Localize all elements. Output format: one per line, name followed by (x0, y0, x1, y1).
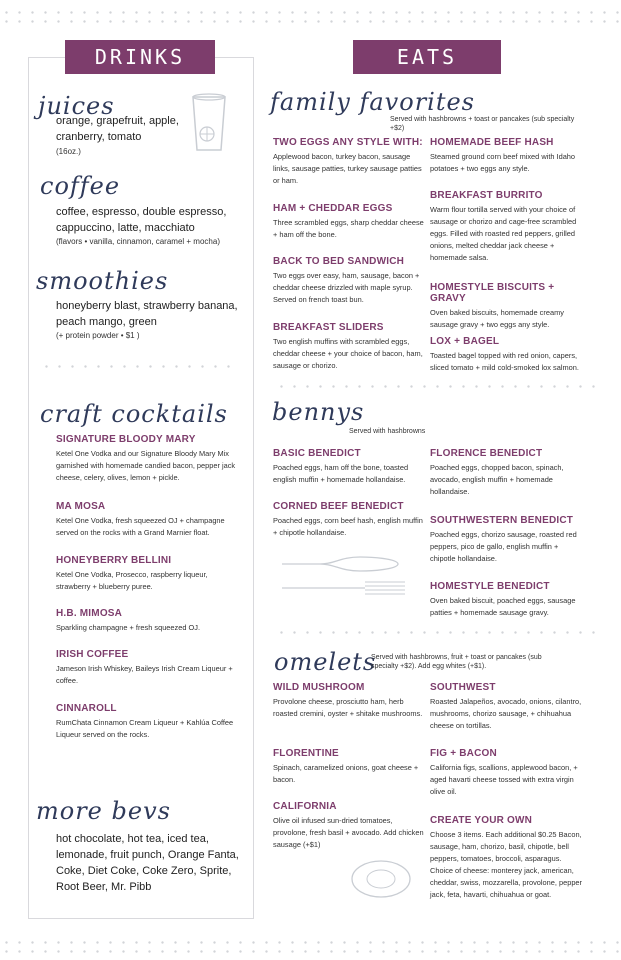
menu-item: BREAKFAST SLIDERS Two english muffins with scrambled eggs, cheddar cheese + your choice of bacon, ham, sausage or chorizo. (273, 322, 423, 370)
menu-item: H.B. MIMOSA Sparkling champagne + fresh squeezed OJ. (56, 608, 200, 632)
fork-spoon-icon (280, 552, 410, 602)
menu-item: CREATE YOUR OWN Choose 3 items. Each additional $0.25 Bacon, sausage, ham, chorizo, basil, chipotle, bell peppers, tomatoes, broccoli, asparagus. Choice of cheese: monterey jack, american, cheddar, swiss, mozzarella, provolone, pepper jack, feta, havarti, chihuahua or goat. (430, 815, 582, 899)
family-favorites-note: Served with hashbrowns + toast or pancakes (sub specialty +$2) (390, 116, 575, 132)
menu-item: FLORENTINE Spinach, caramelized onions, goat cheese + bacon. (273, 748, 419, 784)
menu-item: FLORENCE BENEDICT Poached eggs, chopped bacon, spinach, avocado, english muffin + homemade hollandaise. (430, 448, 564, 496)
menu-item: HAM + CHEDDAR EGGS Three scrambled eggs, sharp cheddar cheese + ham off the bone. (273, 203, 424, 239)
menu-item: IRISH COFFEE Jameson Irish Whiskey, Baileys Irish Cream Liqueur + coffee. (56, 649, 233, 685)
coffee-note: (flavors • vanilla, cinnamon, caramel + mocha) (56, 237, 220, 246)
smoothies-note: (+ protein powder • $1 ) (56, 331, 140, 340)
juices-title: juices (38, 92, 115, 120)
section-divider (275, 382, 595, 394)
menu-item: CORNED BEEF BENEDICT Poached eggs, corn beef hash, english muffin + chipotle hollandaise. (273, 501, 423, 537)
menu-item: HOMESTYLE BISCUITS + GRAVY Oven baked biscuits, homemade creamy sausage gravy + two eggs any style. (430, 282, 564, 329)
menu-item: HOMEMADE BEEF HASH Steamed ground corn beef mixed with Idaho potatoes + two eggs any style. (430, 137, 576, 173)
coffee-title: coffee (40, 172, 121, 200)
menu-item: HOMESTYLE BENEDICT Oven baked biscuit, poached eggs, sausage patties + homemade sausage gravy. (430, 581, 576, 617)
juices-list: orange, grapefruit, apple, cranberry, tomato (56, 115, 179, 143)
plate-icon (350, 858, 412, 900)
top-dot-border (0, 8, 621, 26)
menu-item: SOUTHWEST Roasted Jalapeños, avocado, onions, cilantro, mushrooms, chorizo sausage, + chihuahua cheese on tortillas. (430, 682, 582, 730)
drinks-header: DRINKS (65, 40, 215, 74)
omelets-note: Served with hashbrowns, fruit + toast or pancakes (sub specialty +$2). Add egg whites (+$1). (371, 654, 542, 670)
menu-item: SOUTHWESTERN BENEDICT Poached eggs, chorizo sausage, roasted red peppers, pico de gallo, english muffin + chipotle hollandaise. (430, 515, 577, 563)
bennys-title: bennys (272, 398, 365, 426)
menu-item: LOX + BAGEL Toasted bagel topped with red onion, capers, sliced tomato + mild cold-smoked lox salmon. (430, 336, 579, 372)
menu-item: WILD MUSHROOM Provolone cheese, prosciutto ham, herb roasted cremini, oyster + shitake mushrooms. (273, 682, 423, 718)
omelets-title: omelets (274, 648, 377, 676)
eats-header: EATS (353, 40, 501, 74)
section-divider (275, 628, 595, 640)
menu-item: CINNAROLL RumChata Cinnamon Cream Liqueur + Kahlúa Coffee Liqueur served on the rocks. (56, 703, 234, 739)
juices-note: (16oz.) (56, 147, 81, 156)
menu-item: MA MOSA Ketel One Vodka, fresh squeezed OJ + champagne served on the rocks with a Grand Marnier float. (56, 501, 225, 537)
family-favorites-title: family favorites (270, 88, 475, 116)
smoothies-list: honeyberry blast, strawberry banana, peach mango, green (56, 300, 238, 328)
cocktails-title: craft cocktails (40, 400, 228, 428)
more-bevs-title: more bevs (36, 797, 171, 825)
menu-item: TWO EGGS ANY STYLE WITH: Applewood bacon, turkey bacon, sausage links, sausage patties, turkey sausage patties or ham. (273, 137, 423, 185)
coffee-list: coffee, espresso, double espresso, cappuccino, latte, macchiato (56, 206, 227, 234)
bottom-dot-border (0, 938, 621, 956)
menu-item: FIG + BACON California figs, scallions, applewood bacon, + aged havarti cheese tossed with extra virgin olive oil. (430, 748, 578, 796)
menu-item: BREAKFAST BURRITO Warm flour tortilla served with your choice of sausage or chorizo and cage-free scrambled eggs. Filled with roasted red peppers, grilled onions, melted cheddar jack cheese + homemade salsa. (430, 190, 577, 262)
menu-item: HONEYBERRY BELLINI Ketel One Vodka, Prosecco, raspberry liqueur, strawberry + blueberry puree. (56, 555, 208, 591)
bennys-note: Served with hashbrowns (349, 428, 426, 435)
smoothies-title: smoothies (36, 267, 169, 295)
more-bevs-list: hot chocolate, hot tea, iced tea, lemonade, fruit punch, Orange Fanta, Coke, Diet Coke, Coke Zero, Sprite, Root Beer, Mr. Pibb (56, 833, 239, 893)
menu-item: CALIFORNIA Olive oil infused sun-dried tomatoes, provolone, fresh basil + avocado. Add chicken sausage (+$1) (273, 801, 424, 849)
menu-item: SIGNATURE BLOODY MARY Ketel One Vodka and our Signature Bloody Mary Mix garnished with homemade candied bacon, pepper jack cheese, celery, olives, lemon + pickle. (56, 434, 236, 482)
menu-item: BASIC BENEDICT Poached eggs, ham off the bone, toasted english muffin + homemade hollandaise. (273, 448, 409, 484)
menu-item: BACK TO BED SANDWICH Two eggs over easy, ham, sausage, bacon + cheddar cheese drizzled with maple syrup. Served on french toast bun. (273, 256, 420, 304)
section-divider (40, 362, 240, 374)
